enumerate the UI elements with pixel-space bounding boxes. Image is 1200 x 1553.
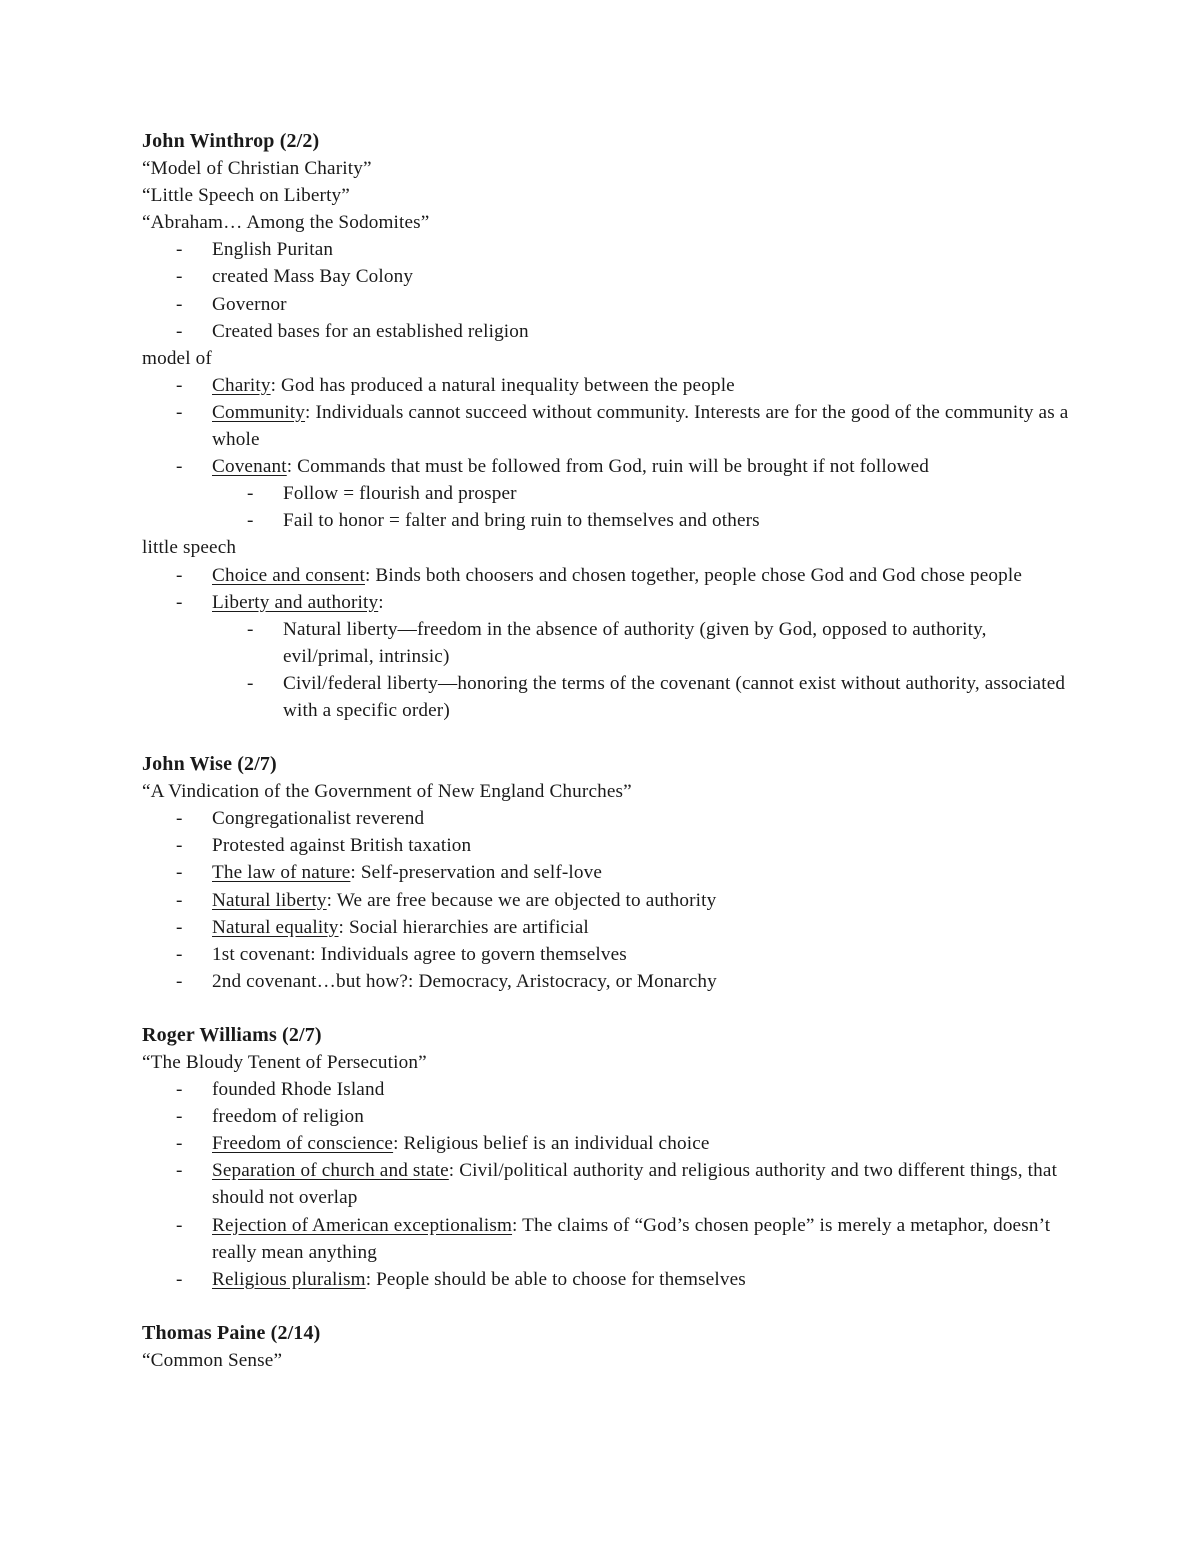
- subheading-little-speech: little speech: [142, 537, 237, 559]
- definition: : The claims of “God’s chosen people” is merely a metaphor, doesn’t really mean anything: [212, 1214, 1051, 1263]
- definition: : Religious belief is an individual choice: [393, 1133, 710, 1155]
- section-roger-williams: [142, 1022, 1072, 1293]
- list-item: [142, 399, 1072, 453]
- definition: founded Rhode Island: [212, 1079, 385, 1101]
- work-title: “Little Speech on Liberty”: [142, 185, 350, 207]
- term: Separation of church and state: [212, 1160, 449, 1182]
- definition: : Binds both choosers and chosen together, people chose God and God chose people: [364, 564, 1023, 586]
- term: The law of nature: [212, 862, 351, 884]
- list-item: [142, 1130, 1072, 1157]
- list-item: [142, 941, 1072, 968]
- term: Community: [212, 401, 306, 423]
- list-item: [142, 372, 1072, 399]
- list-item: [142, 1076, 1072, 1103]
- sub-list-item: - Fail to honor = falter and bring ruin to themselves and others: [212, 507, 1072, 534]
- list-item: - Created bases for an established religion: [142, 318, 1072, 345]
- list-item: - created Mass Bay Colony: [142, 263, 1072, 290]
- sub-list-item: - Natural liberty—freedom in the absence of authority (given by God, opposed to authority, evil/primal, intrinsic): [212, 616, 1072, 670]
- term: Natural equality: [212, 916, 339, 938]
- definition: :: [378, 591, 384, 613]
- list-item: [142, 589, 1072, 724]
- section-heading: Roger Williams (2/7): [142, 1023, 322, 1046]
- section-john-wise: [142, 751, 1072, 995]
- work-title: “The Bloudy Tenent of Persecution”: [142, 1052, 427, 1073]
- bullet-list: [142, 805, 1072, 995]
- section-heading: John Wise (2/7): [142, 753, 277, 776]
- sub-list: [212, 616, 1072, 724]
- work-title: “Common Sense”: [142, 1349, 283, 1371]
- work-title: “Model of Christian Charity”: [142, 158, 372, 180]
- sub-list: [212, 480, 1072, 534]
- section-thomas-paine: [142, 1320, 1072, 1374]
- term: Natural liberty: [212, 889, 327, 911]
- list-item: [142, 453, 1072, 534]
- bullet-list: [142, 562, 1072, 725]
- definition: : People should be able to choose for themselves: [365, 1268, 746, 1290]
- work-title: “Abraham… Among the Sodomites”: [142, 212, 430, 234]
- definition: 1st covenant: Individuals agree to govern themselves: [212, 943, 627, 965]
- list-item: [142, 887, 1072, 914]
- list-item: [142, 968, 1072, 995]
- subheading-model-of: model of: [142, 347, 212, 369]
- bullet-list: [142, 372, 1072, 535]
- section-john-winthrop: [142, 128, 1072, 724]
- work-title: “A Vindication of the Government of New England Churches”: [142, 781, 632, 803]
- definition: Protested against British taxation: [212, 835, 472, 857]
- term: Covenant: [212, 456, 287, 478]
- list-item: [142, 562, 1072, 589]
- sub-list-item: - Civil/federal liberty—honoring the terms of the covenant (cannot exist without authority, associated with a specific order): [212, 670, 1072, 724]
- term: Rejection of American exceptionalism: [212, 1214, 513, 1236]
- term: Liberty and authority: [212, 591, 379, 613]
- list-item: [142, 914, 1072, 941]
- list-item: [142, 1157, 1072, 1211]
- list-item: [142, 832, 1072, 859]
- section-heading: John Winthrop (2/2): [142, 130, 320, 152]
- bullet-list: [142, 236, 1072, 344]
- list-item: [142, 1266, 1072, 1293]
- definition: : Social hierarchies are artificial: [338, 916, 589, 938]
- term: Freedom of conscience: [212, 1133, 394, 1155]
- definition: Congregationalist reverend: [212, 808, 425, 830]
- term: Charity: [212, 374, 271, 396]
- notes-page: [142, 128, 1072, 1374]
- bullet-list: [142, 1076, 1072, 1293]
- definition: 2nd covenant…but how?: Democracy, Aristocracy, or Monarchy: [212, 970, 717, 992]
- term: Religious pluralism: [212, 1268, 366, 1290]
- list-item: [142, 859, 1072, 886]
- term: Choice and consent: [212, 564, 365, 586]
- definition: : Self-preservation and self-love: [350, 862, 603, 884]
- definition: freedom of religion: [212, 1106, 365, 1128]
- list-item: - Governor: [142, 291, 1072, 318]
- list-item: [142, 1103, 1072, 1130]
- definition: : We are free because we are objected to authority: [326, 889, 717, 911]
- list-item: [142, 1212, 1072, 1266]
- section-heading: Thomas Paine (2/14): [142, 1321, 321, 1344]
- definition: : God has produced a natural inequality between the people: [270, 374, 735, 396]
- definition: : Civil/political authority and religious authority and two different things, that should not overlap: [212, 1160, 1058, 1209]
- list-item: - English Puritan: [142, 236, 1072, 263]
- sub-list-item: - Follow = flourish and prosper: [212, 480, 1072, 507]
- definition: : Individuals cannot succeed without community. Interests are for the good of the community as a whole: [212, 401, 1069, 451]
- definition: : Commands that must be followed from God, ruin will be brought if not followed: [286, 456, 930, 478]
- list-item: [142, 805, 1072, 832]
